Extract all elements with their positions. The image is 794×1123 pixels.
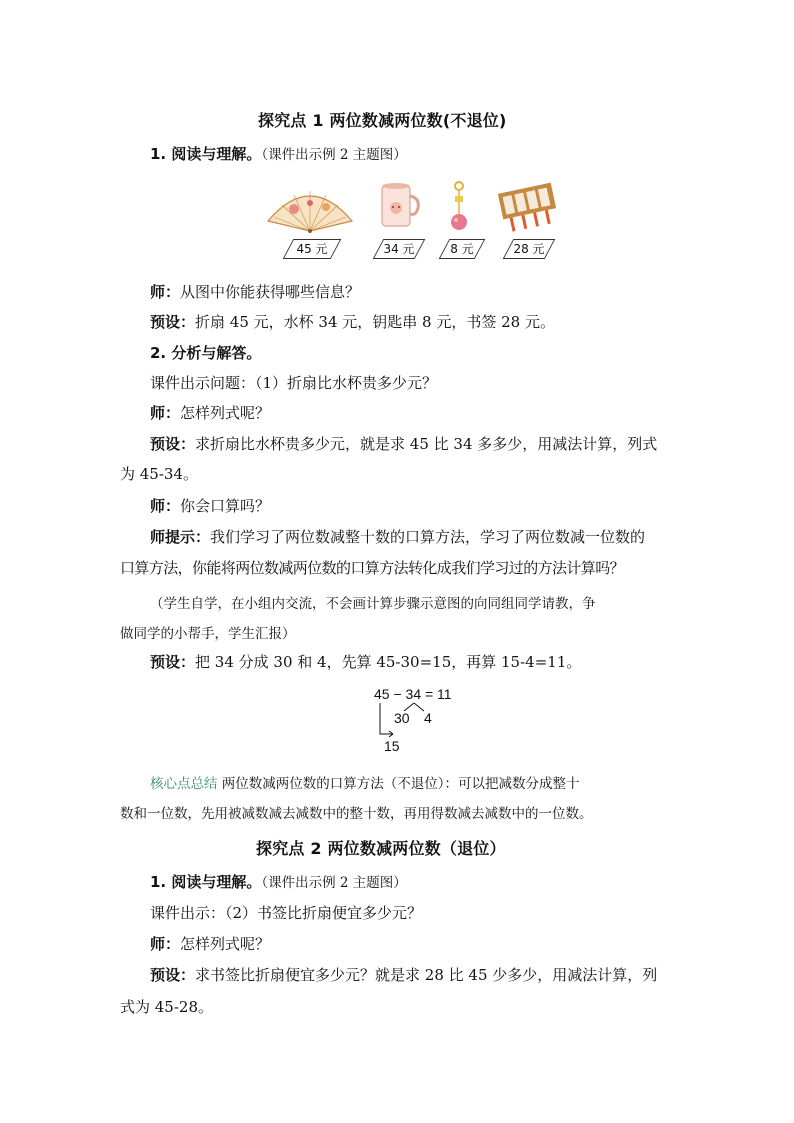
teacher-question-3 <box>150 496 270 516</box>
preset-label: 预设： <box>150 435 196 453</box>
teacher-label: 师： <box>150 404 181 422</box>
mug-icon <box>376 180 422 232</box>
teacher-label: 师： <box>150 283 181 301</box>
price-mug: 34 元 <box>383 242 415 256</box>
teacher-question-text: 怎样列式呢？ <box>180 935 271 953</box>
calc-intermediate-result: 15 <box>384 738 400 754</box>
bookmark-icon <box>498 178 558 234</box>
price-tag-mug <box>373 239 426 259</box>
preset-text: 求书签比折扇便宜多少元？就是求 28 比 45 少多少，用减法计算，列 <box>195 966 658 984</box>
question-line: 课件出示问题：（1）折扇比水杯贵多少元？ <box>150 374 438 392</box>
teacher-question-2 <box>150 403 270 423</box>
preset-text: 把 34 分成 30 和 4，先算 45-30=15，再算 15-4=11。 <box>195 653 582 671</box>
preset-3 <box>150 652 581 672</box>
teacher-question-text: 从图中你能获得哪些信息？ <box>180 283 361 301</box>
preset-2-line-a <box>150 434 657 454</box>
preset-text: 折扇 45 元，水杯 34 元，钥匙串 8 元，书签 28 元。 <box>195 313 555 331</box>
s2-display-line: 课件出示：（2）书签比折扇便宜多少元？ <box>150 904 423 922</box>
student-activity-a: （学生自学，在小组内交流，不会画计算步骤示意图的向同组同学请教，争 <box>150 596 596 612</box>
teacher-label: 师： <box>150 497 181 515</box>
calculation-diagram <box>366 684 476 756</box>
calc-equation: 45 − 34 = 11 <box>374 686 452 702</box>
keychain-icon <box>446 180 472 236</box>
student-activity-b: 做同学的小帮手，学生汇报） <box>120 626 296 642</box>
s2-preset-line-b: 式为 45-28。 <box>120 998 214 1016</box>
preset-label: 预设： <box>150 966 196 984</box>
theme-picture <box>258 176 545 266</box>
price-tag-fan <box>283 239 342 259</box>
preset-1 <box>150 312 555 332</box>
preset-label: 预设： <box>150 653 196 671</box>
calc-split-ones: 4 <box>424 710 432 726</box>
step1-heading-line <box>150 144 407 165</box>
price-tag-keychain <box>439 239 486 259</box>
teacher-question-1 <box>150 282 360 302</box>
price-keychain: 8 元 <box>450 242 474 256</box>
calc-split-tens: 30 <box>394 710 410 726</box>
step1-heading: 1. 阅读与理解。 <box>150 873 262 891</box>
teacher-hint-line-a <box>150 527 645 547</box>
section1-title: 探究点 1 两位数减两位数(不退位) <box>258 111 507 130</box>
step1-note: （课件出示例 2 主题图） <box>261 147 407 163</box>
s2-preset-line-a <box>150 965 657 985</box>
price-bookmark: 28 元 <box>513 242 545 256</box>
preset-label: 预设： <box>150 313 196 331</box>
teacher-label: 师： <box>150 935 181 953</box>
core-summary-line-a <box>150 772 580 792</box>
fan-icon <box>264 181 356 233</box>
core-summary-text: 两位数减两位数的口算方法（不退位）：可以把减数分成整十 <box>217 776 580 792</box>
hint-text: 我们学习了两位数减整十数的口算方法，学习了两位数减一位数的 <box>210 528 646 546</box>
calc-lines <box>366 684 476 756</box>
price-tag-bookmark <box>503 239 556 259</box>
core-summary-line-b: 数和一位数，先用被减数减去减数中的整十数，再用得数减去减数中的一位数。 <box>120 806 593 822</box>
step2-heading: 2. 分析与解答。 <box>150 344 262 362</box>
core-summary-label: 核心点总结 <box>150 776 218 792</box>
teacher-question-text: 你会口算吗？ <box>180 497 271 515</box>
section2-title: 探究点 2 两位数减两位数（退位） <box>256 839 506 858</box>
preset-2-line-b: 为 45-34。 <box>120 465 199 483</box>
teacher-hint-line-b: 口算方法，你能将两位数减两位数的口算方法转化成我们学习过的方法计算吗？ <box>120 559 625 577</box>
hint-label: 师提示： <box>150 528 211 546</box>
s2-teacher-question <box>150 934 270 954</box>
preset-text: 求折扇比水杯贵多少元，就是求 45 比 34 多多少，用减法计算，列式 <box>195 435 658 453</box>
teacher-question-text: 怎样列式呢？ <box>180 404 271 422</box>
price-fan: 45 元 <box>296 242 328 256</box>
step1-note: （课件出示例 2 主题图） <box>261 875 407 891</box>
s2-step1-heading-line <box>150 872 407 893</box>
step1-heading: 1. 阅读与理解。 <box>150 145 262 163</box>
